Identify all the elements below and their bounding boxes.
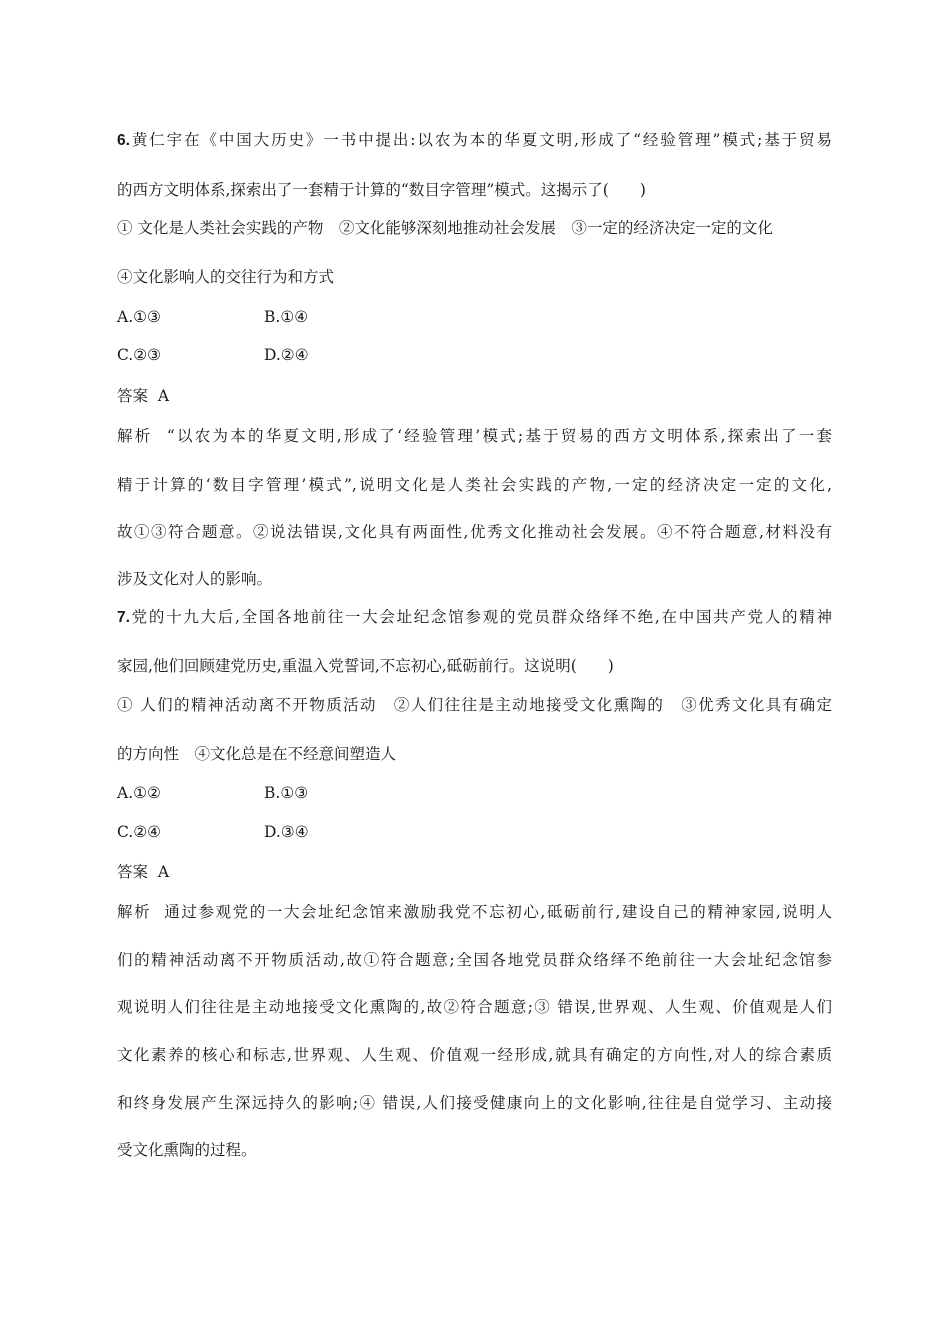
q6-statements-line-2: ④文化影响人的交往行为和方式 xyxy=(117,268,335,286)
q6-statements-line-1: ① 文化是人类社会实践的产物 ②文化能够深刻地推动社会发展 ③一定的经济决定一定的文化 xyxy=(117,219,773,237)
q7-number: 7. xyxy=(117,609,130,626)
q7-statements-line-1: ① 人们的精神活动离不开物质活动 ②人们往往是主动地接受文化熏陶的 ③优秀文化具有确定 xyxy=(117,696,832,714)
q7-option-b: B.①③ xyxy=(264,784,309,802)
q7-analysis-line-4: 文化素养的核心和标志,世界观、人生观、价值观一经形成,就具有确定的方向性,对人的综合素质 xyxy=(117,1046,832,1064)
q7-analysis-line-6: 受文化熏陶的过程。 xyxy=(117,1141,257,1159)
q6-number: 6. xyxy=(117,132,130,149)
q7-analysis-label: 解析 xyxy=(117,903,152,921)
q7-analysis-line-2: 们的精神活动离不开物质活动,故①符合题意;全国各地党员群众络绎不绝前往一大会址纪念馆参 xyxy=(117,951,832,969)
document-page xyxy=(117,0,832,1344)
q7-answer-label: 答案 xyxy=(117,863,149,881)
q7-stem-line-2: 家园,他们回顾建党历史,重温入党誓词,不忘初心,砥砺前行。这说明( ) xyxy=(117,657,614,675)
q6-answer-value: A xyxy=(157,387,170,405)
q6-answer-label: 答案 xyxy=(117,387,149,405)
q7-options-row-1 xyxy=(117,783,309,803)
q6-analysis-label: 解析 xyxy=(117,427,153,445)
q6-stem-line-2: 的西方文明体系,探索出了一套精于计算的“数目字管理”模式。这揭示了( ) xyxy=(117,181,646,199)
q7-analysis-line-5: 和终身发展产生深远持久的影响;④ 错误,人们接受健康向上的文化影响,往往是自觉学习、主动接 xyxy=(117,1094,832,1112)
q6-options-row-2 xyxy=(117,345,309,365)
q7-option-c: C.②④ xyxy=(117,823,162,841)
q7-analysis-line-1: 解析 通过参观党的一大会址纪念馆来激励我党不忘初心,砥砺前行,建设自己的精神家园,说明人 xyxy=(117,903,832,921)
q6-option-c: C.②③ xyxy=(117,346,162,364)
q7-answer-value: A xyxy=(157,863,170,881)
q6-options-row-1 xyxy=(117,307,309,327)
q7-analysis-line-3: 观说明人们往往是主动地接受文化熏陶的,故②符合题意;③ 错误,世界观、人生观、价值观是人们 xyxy=(117,998,832,1016)
q6-analysis-line-3: 故①③符合题意。②说法错误,文化具有两面性,优秀文化推动社会发展。④不符合题意,材料没有 xyxy=(117,523,832,541)
q7-stem-line-1: 7.党的十九大后,全国各地前往一大会址纪念馆参观的党员群众络绎不绝,在中国共产党人的精神 xyxy=(117,608,832,626)
q6-analysis-line-2: 精于计算的‘数目字管理’模式”,说明文化是人类社会实践的产物,一定的经济决定一定的文化, xyxy=(117,476,832,494)
q6-answer xyxy=(117,386,169,406)
q6-option-d: D.②④ xyxy=(264,346,309,364)
q6-stem-line-1: 6.黄仁宇在《中国大历史》一书中提出:以农为本的华夏文明,形成了“经验管理”模式;基于贸易 xyxy=(117,131,832,149)
q7-options-row-2 xyxy=(117,822,309,842)
q6-option-a: A.①③ xyxy=(117,308,161,326)
q7-answer xyxy=(117,862,169,882)
q7-statements-line-2: 的方向性 ④文化总是在不经意间塑造人 xyxy=(117,745,397,763)
q6-analysis-line-4: 涉及文化对人的影响。 xyxy=(117,570,273,588)
q7-option-d: D.③④ xyxy=(264,823,309,841)
q6-analysis-line-1: 解析 “以农为本的华夏文明,形成了‘经验管理’模式;基于贸易的西方文明体系,探索出了一套 xyxy=(117,427,832,445)
q7-option-a: A.①② xyxy=(117,784,161,802)
q6-option-b: B.①④ xyxy=(264,308,309,326)
